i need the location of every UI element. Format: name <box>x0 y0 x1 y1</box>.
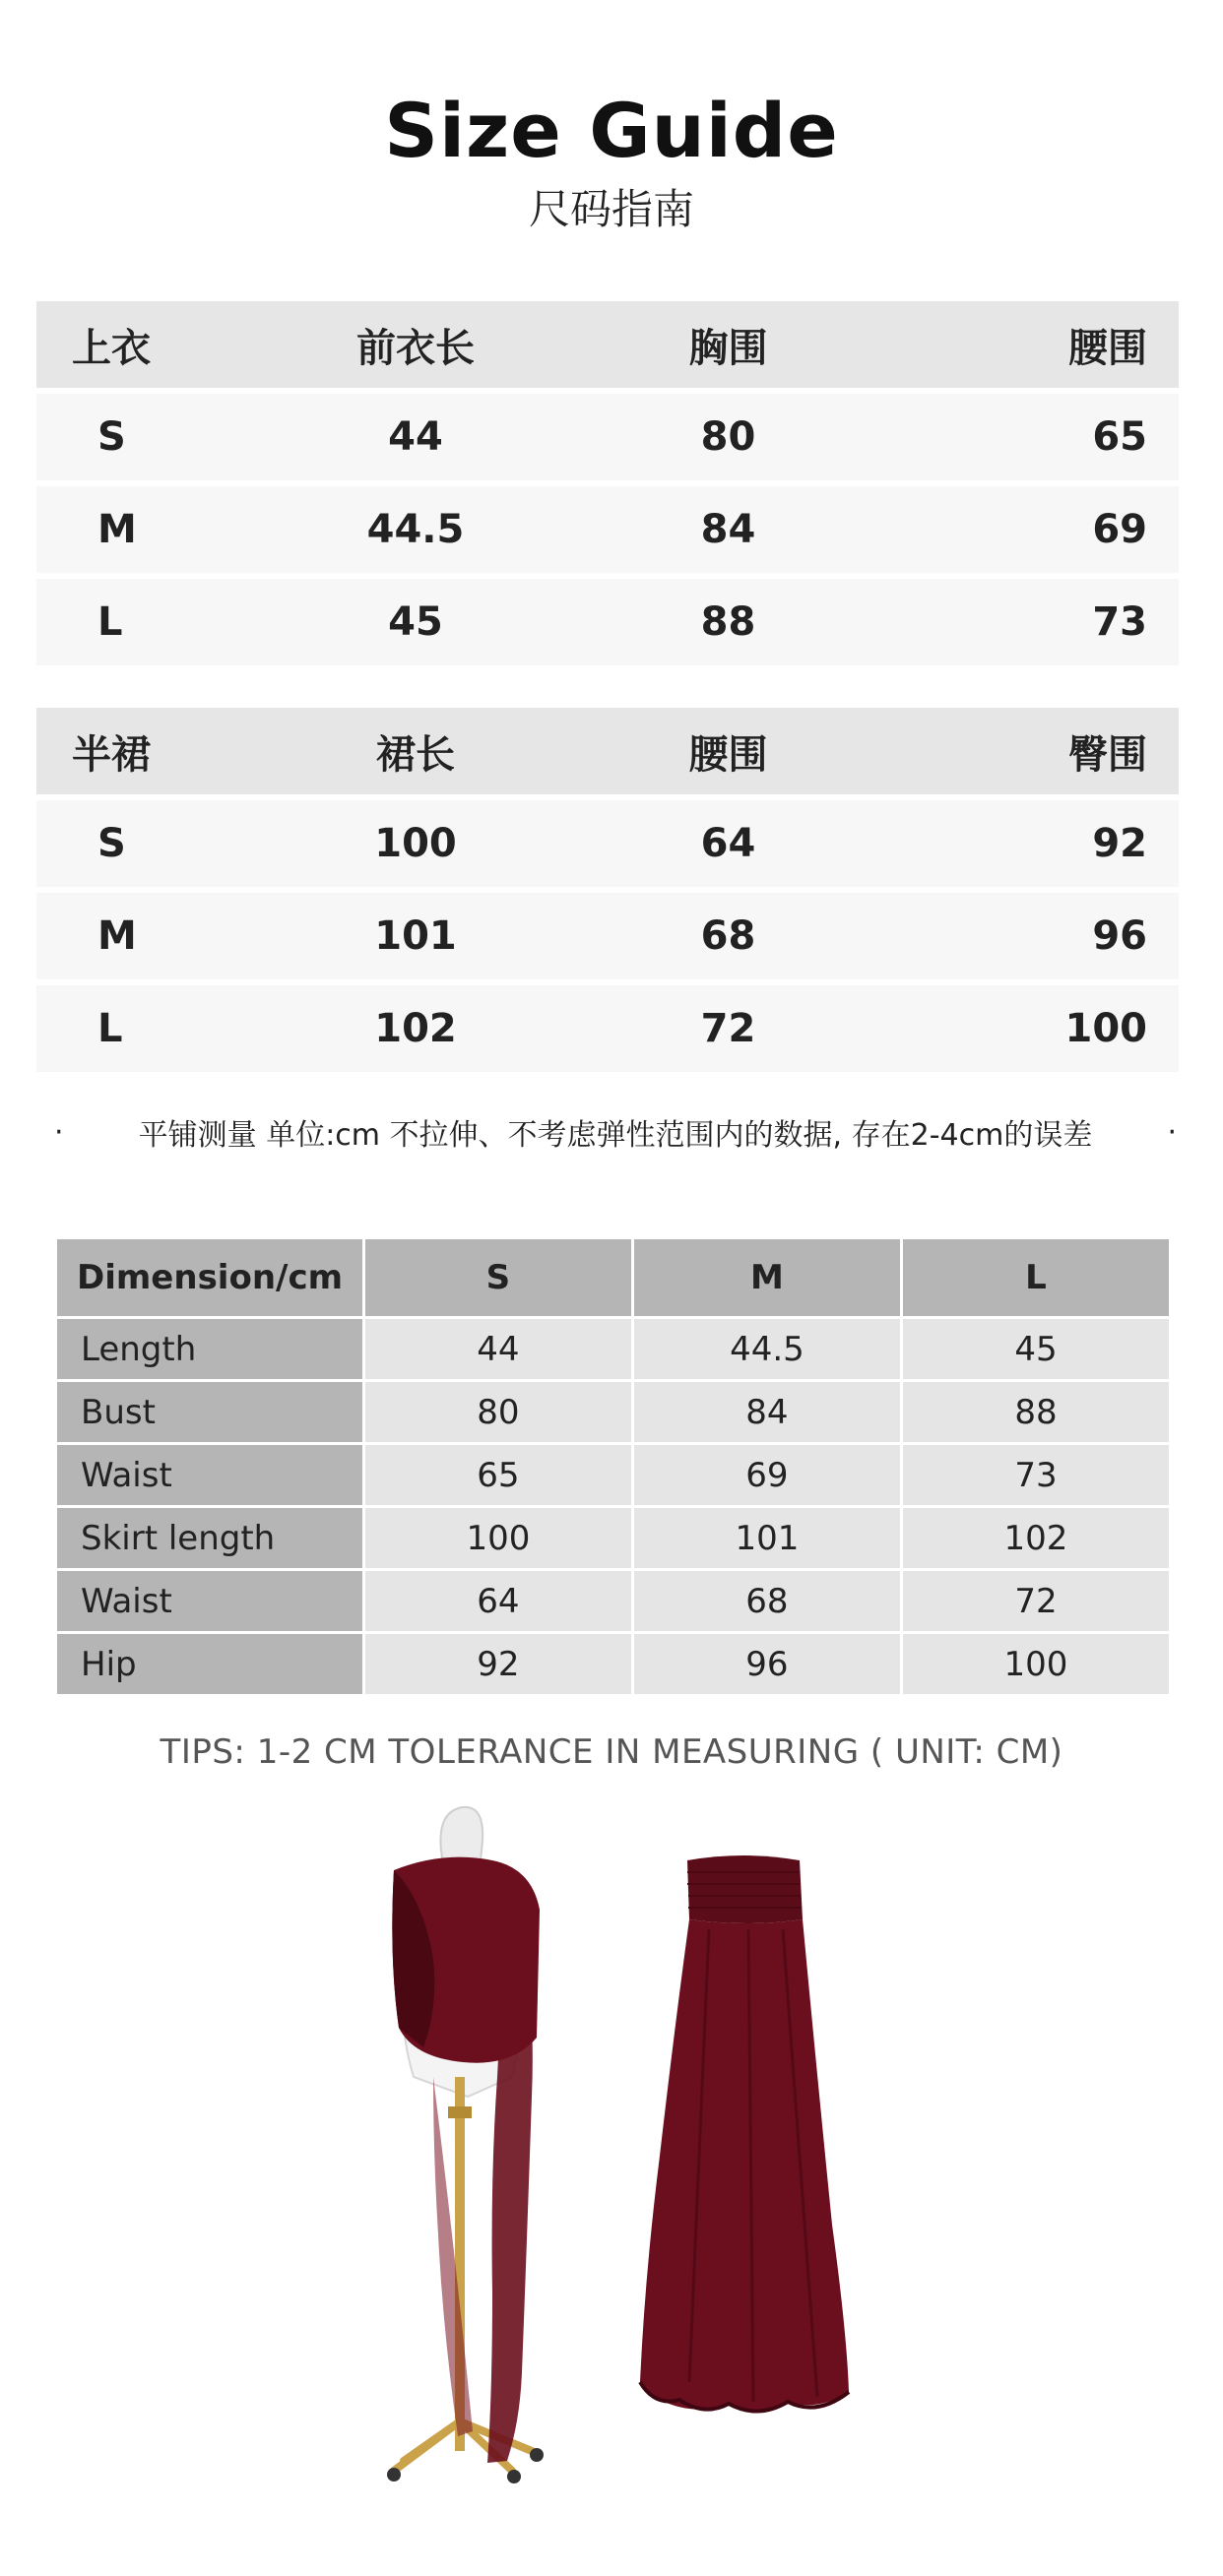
bullet-dot: · <box>1167 1114 1177 1150</box>
table-cell: 100 <box>901 1633 1170 1696</box>
page-title: Size Guide <box>384 87 839 174</box>
header-cell: M <box>632 1238 901 1318</box>
table-cell: 92 <box>1092 821 1147 866</box>
size-label: M <box>97 507 137 552</box>
row-label: Waist <box>56 1570 364 1633</box>
note-text: 平铺测量 单位:cm 不拉伸、不考虑弹性范围内的数据, 存在2-4cm的误差 <box>138 1118 1093 1153</box>
tolerance-tip: TIPS: 1-2 CM TOLERANCE IN MEASURING ( UNIT: CM) <box>160 1732 1063 1772</box>
size-label: L <box>97 599 123 645</box>
table-cell: 88 <box>901 1381 1170 1444</box>
header-cell: 上衣 <box>72 325 151 371</box>
long-skirt-image <box>640 1855 849 2412</box>
table-row <box>56 1507 1171 1570</box>
size-label: L <box>97 1006 123 1051</box>
top-table-header <box>36 301 1179 388</box>
top-on-dress-form-image <box>387 1807 544 2483</box>
table-row <box>56 1381 1171 1444</box>
table-cell: 68 <box>700 913 756 959</box>
page-subtitle: 尺码指南 <box>528 185 694 233</box>
table-cell: 80 <box>700 414 756 460</box>
table-cell: 64 <box>700 821 756 866</box>
table-row <box>36 985 1179 1072</box>
header-cell: 臀围 <box>1068 731 1147 778</box>
row-label: Skirt length <box>56 1507 364 1570</box>
table-cell: 69 <box>1092 507 1147 552</box>
header-cell: 裙长 <box>376 731 455 778</box>
table-cell: 102 <box>901 1507 1170 1570</box>
table-cell: 72 <box>700 1006 756 1051</box>
row-label: Bust <box>56 1381 364 1444</box>
table-row <box>56 1444 1171 1507</box>
table-cell: 96 <box>1092 913 1147 959</box>
table-cell: 69 <box>632 1444 901 1507</box>
table-cell: 84 <box>632 1381 901 1444</box>
dimension-table <box>54 1236 1172 1697</box>
measurement-note <box>54 1110 1177 1154</box>
table-cell: 100 <box>374 821 457 866</box>
top-size-table <box>36 301 1179 671</box>
row-label: Hip <box>56 1633 364 1696</box>
table-cell: 68 <box>632 1570 901 1633</box>
header-cell: 前衣长 <box>356 325 475 371</box>
table-cell: 92 <box>363 1633 632 1696</box>
bullet-dot: · <box>54 1114 64 1150</box>
size-label: M <box>97 913 137 959</box>
table-cell: 100 <box>363 1507 632 1570</box>
table-cell: 44.5 <box>632 1318 901 1381</box>
table-cell: 101 <box>632 1507 901 1570</box>
table-row <box>36 800 1179 887</box>
table-cell: 64 <box>363 1570 632 1633</box>
table-row <box>36 893 1179 979</box>
row-label: Waist <box>56 1444 364 1507</box>
table-cell: 96 <box>632 1633 901 1696</box>
table-cell: 44.5 <box>366 507 465 552</box>
table-cell: 80 <box>363 1381 632 1444</box>
header-cell: 腰围 <box>1068 325 1147 371</box>
dimension-table-header <box>56 1238 1171 1318</box>
table-cell: 100 <box>1064 1006 1147 1051</box>
table-cell: 44 <box>388 414 443 460</box>
table-cell: 72 <box>901 1570 1170 1633</box>
table-cell: 65 <box>363 1444 632 1507</box>
table-row <box>56 1570 1171 1633</box>
header-cell: Dimension/cm <box>56 1238 364 1318</box>
header-cell: 半裙 <box>72 731 151 778</box>
row-label: Length <box>56 1318 364 1381</box>
header-cell: L <box>901 1238 1170 1318</box>
size-label: S <box>97 821 126 866</box>
table-row <box>36 394 1179 480</box>
table-cell: 44 <box>363 1318 632 1381</box>
skirt-table-header <box>36 708 1179 794</box>
table-cell: 102 <box>374 1006 457 1051</box>
table-cell: 73 <box>901 1444 1170 1507</box>
table-row <box>56 1633 1171 1696</box>
table-cell: 45 <box>901 1318 1170 1381</box>
table-cell: 88 <box>700 599 756 645</box>
table-row <box>36 579 1179 665</box>
table-cell: 101 <box>374 913 457 959</box>
table-cell: 84 <box>700 507 756 552</box>
table-row <box>36 486 1179 573</box>
size-label: S <box>97 414 126 460</box>
table-cell: 45 <box>388 599 443 645</box>
product-images <box>0 1782 1223 2510</box>
table-cell: 65 <box>1092 414 1147 460</box>
header-cell: 胸围 <box>688 325 768 371</box>
header-cell: 腰围 <box>688 731 768 778</box>
table-cell: 73 <box>1092 599 1147 645</box>
header-cell: S <box>363 1238 632 1318</box>
skirt-size-table <box>36 708 1179 1078</box>
table-row <box>56 1318 1171 1381</box>
